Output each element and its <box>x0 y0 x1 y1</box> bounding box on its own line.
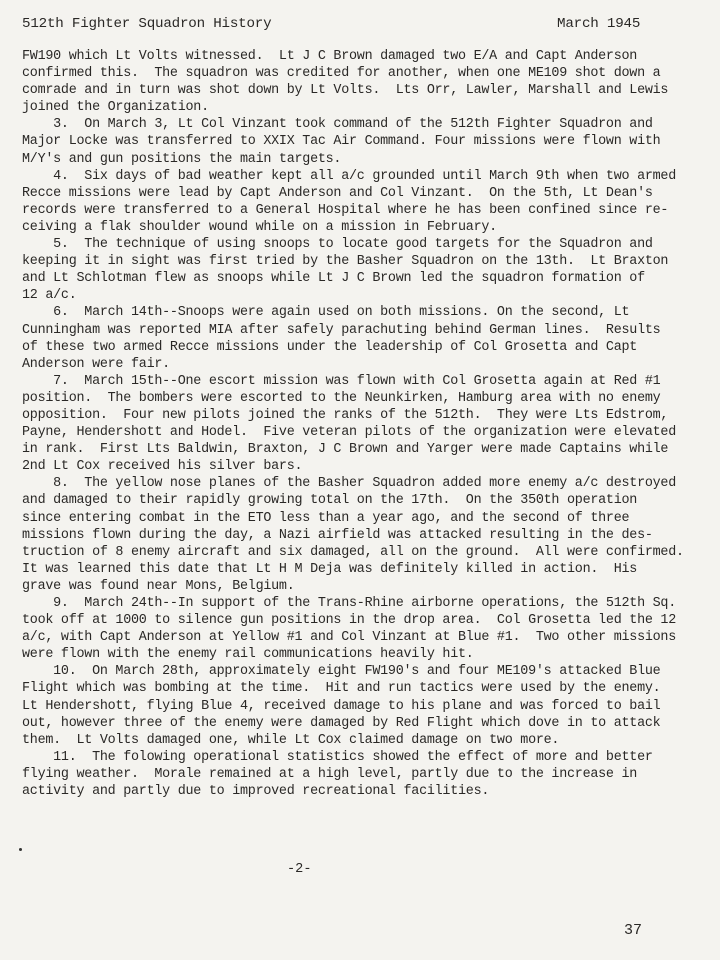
text-line: were flown with the enemy rail communications heavily hit. <box>22 647 474 663</box>
text-line: of these two armed Recce missions under the leadership of Col Grosetta and Capt <box>22 339 638 355</box>
text-line: out, however three of the enemy were damaged by Red Flight which dove in to attack <box>22 715 661 731</box>
text-line: a/c, with Capt Anderson at Yellow #1 and Col Vinzant at Blue #1. Two other missions <box>22 630 676 646</box>
text-line: Cunningham was reported MIA after safely parachuting behind German lines. Results <box>22 322 661 338</box>
text-line: confirmed this. The squadron was credited for another, when one ME109 shot down a <box>22 66 661 82</box>
text-line: Recce missions were lead by Capt Anderson and Col Vinzant. On the 5th, Lt Dean's <box>22 185 653 201</box>
text-line: ceiving a flak shoulder wound while on a mission in February. <box>22 219 497 235</box>
body-text <box>22 48 687 800</box>
text-line: activity and partly due to improved recreational facilities. <box>22 784 490 800</box>
text-line: 5. The technique of using snoops to locate good targets for the Squadron and <box>22 237 653 253</box>
text-line: grave was found near Mons, Belgium. <box>22 578 295 594</box>
text-line: records were transferred to a General Hospital where he has been confined since re- <box>22 202 669 218</box>
text-line: and damaged to their rapidly growing total on the 17th. On the 350th operation <box>22 493 638 509</box>
text-line: and Lt Schlotman flew as snoops while Lt J C Brown led the squadron formation of <box>22 271 645 287</box>
text-line: keeping it in sight was first tried by the Basher Squadron on the 13th. Lt Braxton <box>22 254 669 270</box>
header-date: March 1945 <box>557 16 641 32</box>
text-line: 11. The folowing operational statistics showed the effect of more and better <box>22 749 653 765</box>
text-line: position. The bombers were escorted to the Neunkirken, Hamburg area with no enemy <box>22 390 661 406</box>
text-line: them. Lt Volts damaged one, while Lt Cox claimed damage on two more. <box>22 732 560 748</box>
text-line: took off at 1000 to silence gun positions in the drop area. Col Grosetta led the 12 <box>22 613 676 629</box>
text-line: 4. Six days of bad weather kept all a/c grounded until March 9th when two armed <box>22 168 676 184</box>
text-line: 2nd Lt Cox received his silver bars. <box>22 459 303 475</box>
text-line: 9. March 24th--In support of the Trans-Rhine airborne operations, the 512th Sq. <box>22 596 676 611</box>
text-line: missions flown during the day, a Nazi airfield was attacked resulting in the des- <box>22 527 653 543</box>
text-line: Payne, Hendershott and Hodel. Five veteran pilots of the organization were elevated <box>22 425 676 441</box>
folio-number: 37 <box>624 922 643 939</box>
text-line: FW190 which Lt Volts witnessed. Lt J C Brown damaged two E/A and Capt Anderson <box>22 49 638 64</box>
page-number: -2- <box>287 862 312 877</box>
text-line: 8. The yellow nose planes of the Basher Squadron added more enemy a/c destroyed <box>22 476 676 492</box>
text-line: 6. March 14th--Snoops were again used on both missions. On the second, Lt <box>22 305 630 321</box>
text-line: opposition. Four new pilots joined the ranks of the 512th. They were Lts Edstrom, <box>22 407 669 423</box>
text-line: in rank. First Lts Baldwin, Braxton, J C Brown and Yarger were made Captains while <box>22 442 669 458</box>
text-line: 12 a/c. <box>22 288 77 304</box>
text-line: since entering combat in the ETO less than a year ago, and the second of three <box>22 510 630 526</box>
text-line: 3. On March 3, Lt Col Vinzant took command of the 512th Fighter Squadron and <box>22 117 653 133</box>
text-line: comrade and in turn was shot down by Lt Volts. Lts Orr, Lawler, Marshall and Lewis <box>22 83 669 99</box>
text-line: joined the Organization. <box>22 100 209 116</box>
text-line: 7. March 15th--One escort mission was flown with Col Grosetta again at Red #1 <box>22 373 661 389</box>
text-line: 10. On March 28th, approximately eight FW190's and four ME109's attacked Blue <box>22 664 661 680</box>
text-line: Major Locke was transferred to XXIX Tac Air Command. Four missions were flown with <box>22 134 661 150</box>
text-line: It was learned this date that Lt H M Deja was definitely killed in action. His <box>22 561 638 577</box>
text-line: Lt Hendershott, flying Blue 4, received damage to his plane and was forced to bail <box>22 698 661 714</box>
text-line: flying weather. Morale remained at a high level, partly due to the increase in <box>22 766 638 782</box>
text-line: Anderson were fair. <box>22 356 170 372</box>
text-line: Flight which was bombing at the time. Hit and run tactics were used by the enemy. <box>22 681 661 697</box>
header-title: 512th Fighter Squadron History <box>22 16 272 32</box>
page-header <box>22 16 698 38</box>
text-line: M/Y's and gun positions the main targets. <box>22 151 342 167</box>
ink-speck <box>19 848 22 851</box>
text-line: truction of 8 enemy aircraft and six damaged, all on the ground. All were confirmed. <box>22 544 684 560</box>
